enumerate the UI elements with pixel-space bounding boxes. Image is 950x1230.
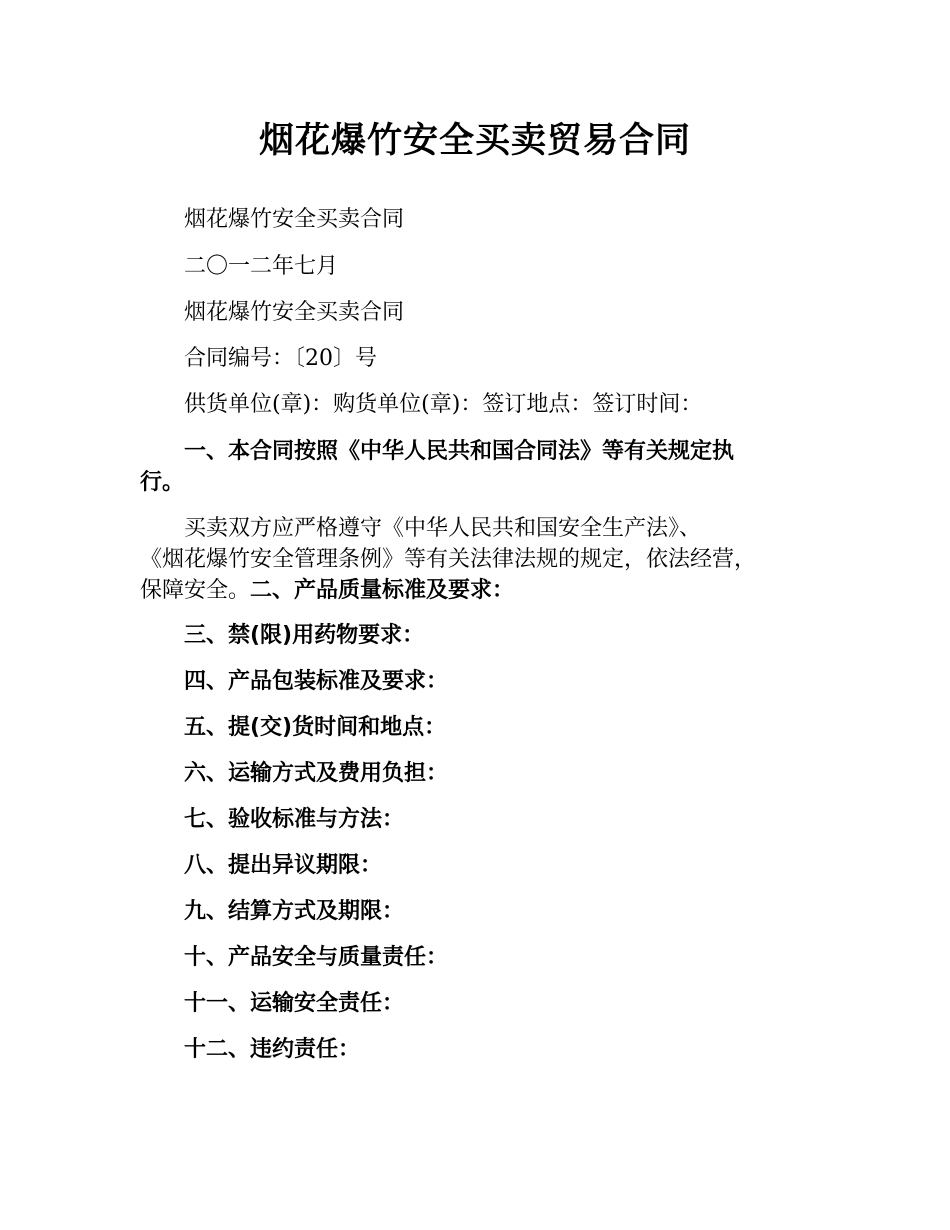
clause-12-heading: 十二、违约责任： [184, 1037, 361, 1062]
contract-name: 烟花爆竹安全买卖合同 [184, 300, 405, 325]
parties-line: 供货单位(章)：购货单位(章)：签订地点：签订时间： [184, 392, 703, 417]
clause-2-heading: 二、产品质量标准及要求： [250, 578, 515, 603]
paragraph-line-1: 买卖双方应严格遵守《中华人民共和国安全生产法》、 [184, 516, 702, 541]
clause-8-heading: 八、提出异议期限： [184, 853, 383, 878]
document-title: 烟花爆竹安全买卖贸易合同 [258, 121, 691, 161]
clause-3-heading: 三、禁(限)用药物要求： [184, 623, 425, 648]
clause-11-heading: 十一、运输安全责任： [184, 991, 405, 1016]
clause-5-heading: 五、提(交)货时间和地点： [184, 715, 447, 740]
clause-6-heading: 六、运输方式及费用负担： [184, 761, 449, 786]
contract-subtitle: 烟花爆竹安全买卖合同 [184, 207, 405, 232]
clause-7-heading: 七、验收标准与方法： [184, 807, 405, 832]
clause-10-heading: 十、产品安全与质量责任： [184, 945, 449, 970]
clause-9-heading: 九、结算方式及期限： [184, 899, 405, 924]
clause-1-line-1: 一、本合同按照《中华人民共和国合同法》等有关规定执 [184, 439, 735, 464]
paragraph-line-2: 《烟花爆竹安全管理条例》等有关法律法规的规定，依法经营， [140, 547, 757, 572]
clause-1-line-2: 行。 [140, 470, 185, 495]
contract-date: 二〇一二年七月 [184, 254, 339, 279]
paragraph-line-3-text: 保障安全。 [140, 578, 251, 603]
clause-4-heading: 四、产品包装标准及要求： [184, 669, 449, 694]
paragraph-line-3 [140, 576, 950, 606]
contract-number: 合同编号：〔20〕号 [184, 346, 377, 371]
